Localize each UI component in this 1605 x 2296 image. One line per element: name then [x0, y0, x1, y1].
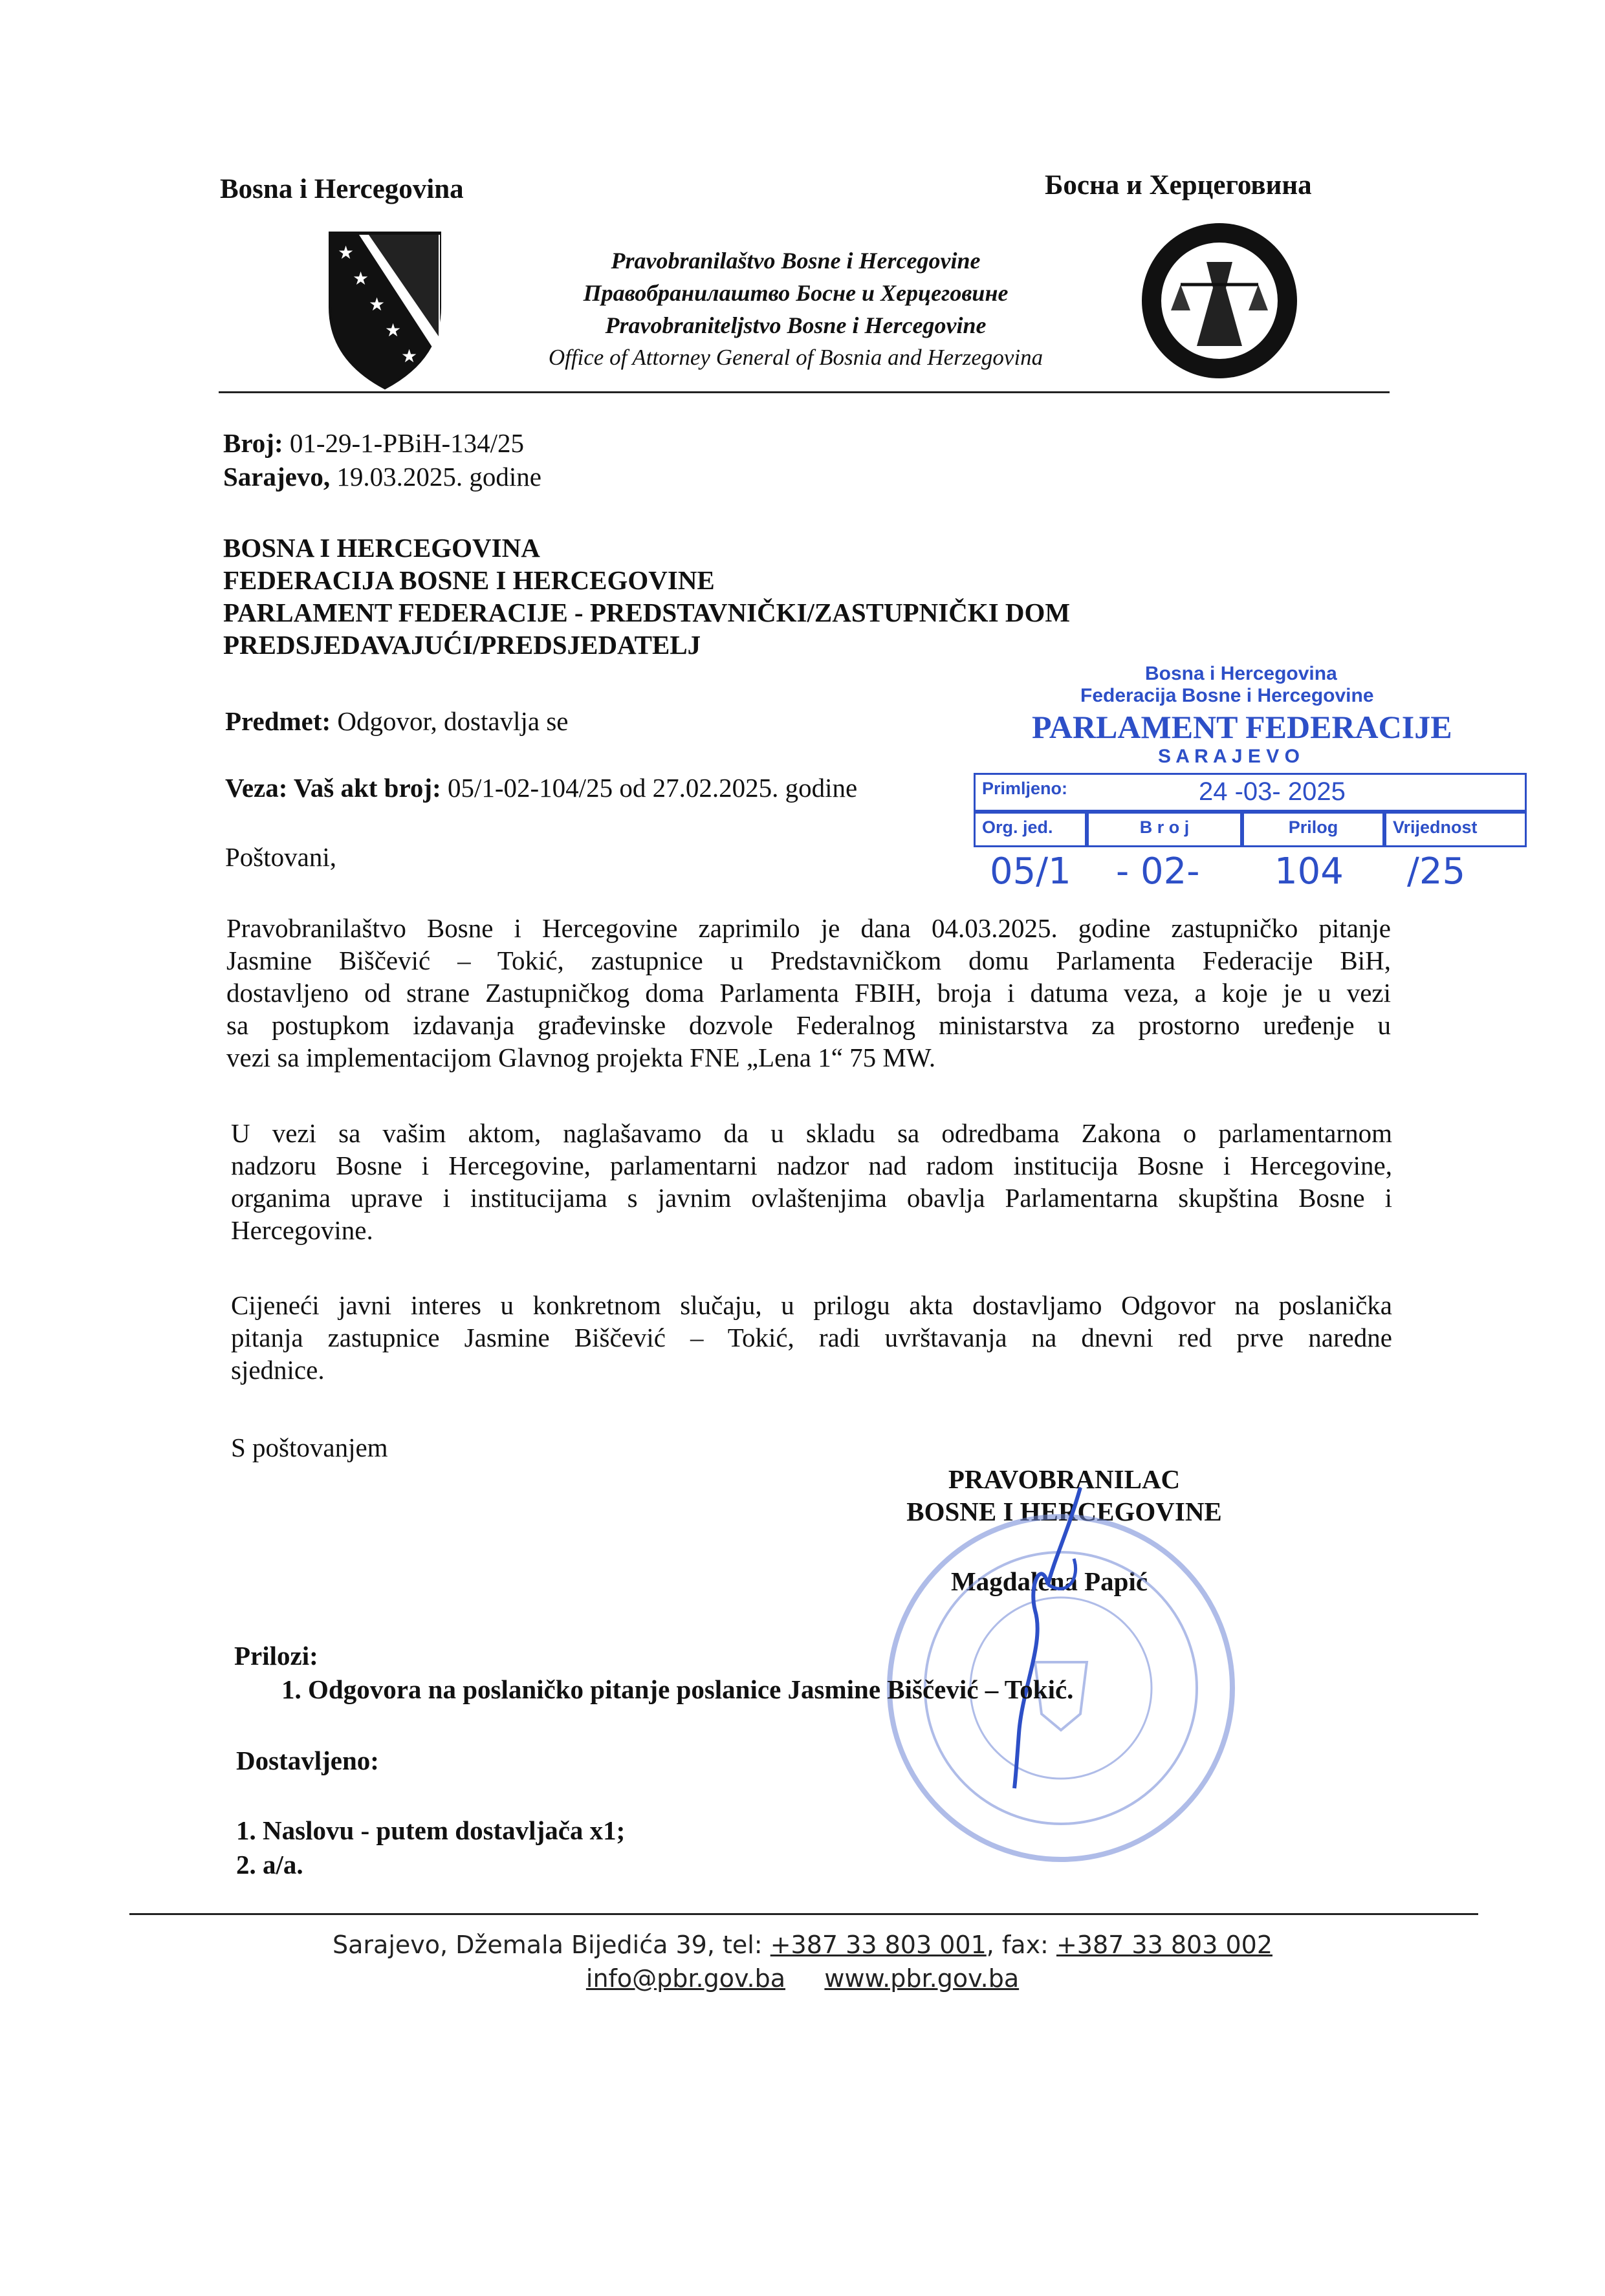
signature-title-2: BOSNE I HERCEGOVINE	[906, 1497, 1222, 1526]
broj-value: 01-29-1-PBiH-134/25	[289, 428, 525, 458]
salutation: Poštovani,	[225, 842, 336, 872]
country-name-cyrillic: Босна и Херцеговина	[1045, 170, 1312, 200]
stamp-received-label: Primljeno:	[982, 779, 1068, 798]
paragraph-line: Cijeneći javni interes u konkretnom slučaju, u prilogu akta dostavljamo Odgovor na poslanička	[231, 1290, 1392, 1320]
distribution-item: 1. Naslovu - putem dostavljača x1;	[236, 1815, 626, 1845]
subject-label: Predmet:	[225, 706, 331, 736]
stamp-line-4: S A R A J E V O	[1158, 746, 1300, 767]
place-label: Sarajevo,	[223, 462, 331, 492]
reference-number	[223, 427, 524, 459]
link-line	[225, 772, 857, 804]
link-value: 05/1-02-104/25 od 27.02.2025. godine	[447, 773, 858, 803]
recipient-line: PARLAMENT FEDERACIJE - PREDSTAVNIČKI/ZASTUPNIČKI DOM	[223, 598, 1071, 627]
recipient-line: BOSNA I HERCEGOVINA	[223, 533, 540, 563]
attachment-item: 1. Odgovora na poslaničko pitanje poslanice Jasmine Biščević – Tokić.	[281, 1674, 1074, 1704]
distribution-label: Dostavljeno:	[236, 1746, 379, 1775]
footer-fax[interactable]: +387 33 803 002	[1056, 1931, 1272, 1959]
stamp-val-org: 05/1	[990, 850, 1071, 893]
office-name-bs: Pravobranilaštvo Bosne i Hercegovine	[611, 248, 981, 274]
svg-text:★: ★	[401, 345, 418, 367]
recipient-line: FEDERACIJA BOSNE I HERCEGOVINE	[223, 565, 715, 595]
footer-fax-label: , fax:	[986, 1931, 1049, 1959]
paragraph-line: nadzoru Bosne i Hercegovine, parlamentarni nadzor nad radom institucija Bosne i Hercegovine,	[231, 1151, 1392, 1180]
country-name-latin: Bosna i Hercegovina	[220, 174, 464, 204]
signatory-name: Magdalena Papić	[951, 1566, 1148, 1596]
coat-of-arms-icon	[323, 230, 446, 391]
stamp-received-row	[974, 773, 1527, 812]
stamp-val-broj: - 02-	[1116, 850, 1200, 893]
closing: S poštovanjem	[231, 1433, 388, 1462]
paragraph-2	[231, 1117, 1392, 1246]
paragraph-line: pitanja zastupnice Jasmine Biščević – Tokić, radi uvrštavanja na dnevni red prve naredne	[231, 1323, 1392, 1352]
reference-date	[223, 460, 541, 493]
svg-text:★: ★	[338, 242, 355, 263]
stamp-col-org: Org. jed.	[974, 812, 1087, 847]
footer-web	[0, 1964, 1605, 1993]
subject-line	[225, 705, 568, 737]
paragraph-3	[231, 1289, 1392, 1386]
received-stamp	[970, 663, 1533, 928]
attorney-office-emblem-icon	[1135, 217, 1304, 385]
paragraph-line: Hercegovine.	[231, 1215, 373, 1245]
paragraph-1	[226, 912, 1391, 1074]
stamp-line-1: Bosna i Hercegovina	[1145, 663, 1337, 684]
stamp-val-vrijednost: /25	[1407, 850, 1466, 893]
paragraph-line: sa postupkom izdavanja građevinske dozvole Federalnog ministarstva za prostorno uređenje u	[226, 1010, 1391, 1040]
recipient-line: PREDSJEDAVAJUĆI/PREDSJEDATELJ	[223, 630, 701, 660]
office-name-block	[505, 244, 1087, 374]
stamp-col-prilog: Prilog	[1242, 812, 1384, 847]
paragraph-line: Pravobranilaštvo Bosne i Hercegovine zaprimilo je dana 04.03.2025. godine zastupničko pitanje	[226, 913, 1391, 943]
svg-text:★: ★	[353, 268, 369, 289]
stamp-line-3: PARLAMENT FEDERACIJE	[1032, 709, 1452, 745]
office-name-sr: Правобранилаштво Босне и Херцеговине	[583, 280, 1009, 306]
paragraph-line: dostavljeno od strane Zastupničkog doma Parlamenta FBIH, broja i datuma veza, a koje je u vezi	[226, 978, 1391, 1008]
stamp-col-broj: B r o j	[1087, 812, 1242, 847]
paragraph-line: vezi sa implementacijom Glavnog projekta FNE „Lena 1“ 75 MW.	[226, 1043, 936, 1072]
footer-website-link[interactable]: www.pbr.gov.ba	[824, 1964, 1020, 1993]
link-label: Veza: Vaš akt broj:	[225, 773, 441, 803]
paragraph-line: Jasmine Biščević – Tokić, zastupnice u Predstavničkom domu Parlamenta Federacije BiH,	[226, 946, 1391, 975]
recipient-block	[223, 532, 1070, 661]
header-divider	[219, 391, 1390, 393]
footer-tel[interactable]: +387 33 803 001	[770, 1931, 987, 1959]
footer-contact	[0, 1931, 1605, 1959]
stamp-line-2: Federacija Bosne i Hercegovine	[1080, 685, 1374, 706]
footer-address: Sarajevo, Džemala Bijedića 39, tel:	[333, 1931, 763, 1959]
office-name-en: Office of Attorney General of Bosnia and Herzegovina	[548, 345, 1043, 370]
office-name-hr: Pravobraniteljstvo Bosne i Hercegovine	[605, 312, 987, 338]
stamp-received-date: 24 -03- 2025	[1199, 777, 1346, 806]
handwritten-signature-icon	[983, 1481, 1113, 1792]
date-value: 19.03.2025. godine	[336, 462, 541, 492]
footer-email-link[interactable]: info@pbr.gov.ba	[585, 1964, 786, 1993]
paragraph-line: organima uprave i institucijama s javnim ovlaštenjima obavlja Parlamentarna skupština Bosne i	[231, 1183, 1392, 1213]
svg-text:★: ★	[385, 319, 402, 341]
broj-label: Broj:	[223, 428, 283, 458]
attachments-label: Prilozi:	[234, 1641, 318, 1671]
paragraph-line: U vezi sa vašim aktom, naglašavamo da u skladu sa odredbama Zakona o parlamentarnom	[231, 1118, 1392, 1148]
stamp-val-prilog: 104	[1274, 850, 1344, 893]
paragraph-line: sjednice.	[231, 1355, 325, 1385]
signature-title-1: PRAVOBRANILAC	[948, 1464, 1181, 1494]
stamp-col-vrijednost: Vrijednost	[1384, 812, 1527, 847]
footer-divider	[129, 1913, 1478, 1915]
subject-value: Odgovor, dostavlja se	[337, 706, 569, 736]
distribution-item: 2. a/a.	[236, 1850, 303, 1879]
svg-text:★: ★	[369, 294, 386, 315]
